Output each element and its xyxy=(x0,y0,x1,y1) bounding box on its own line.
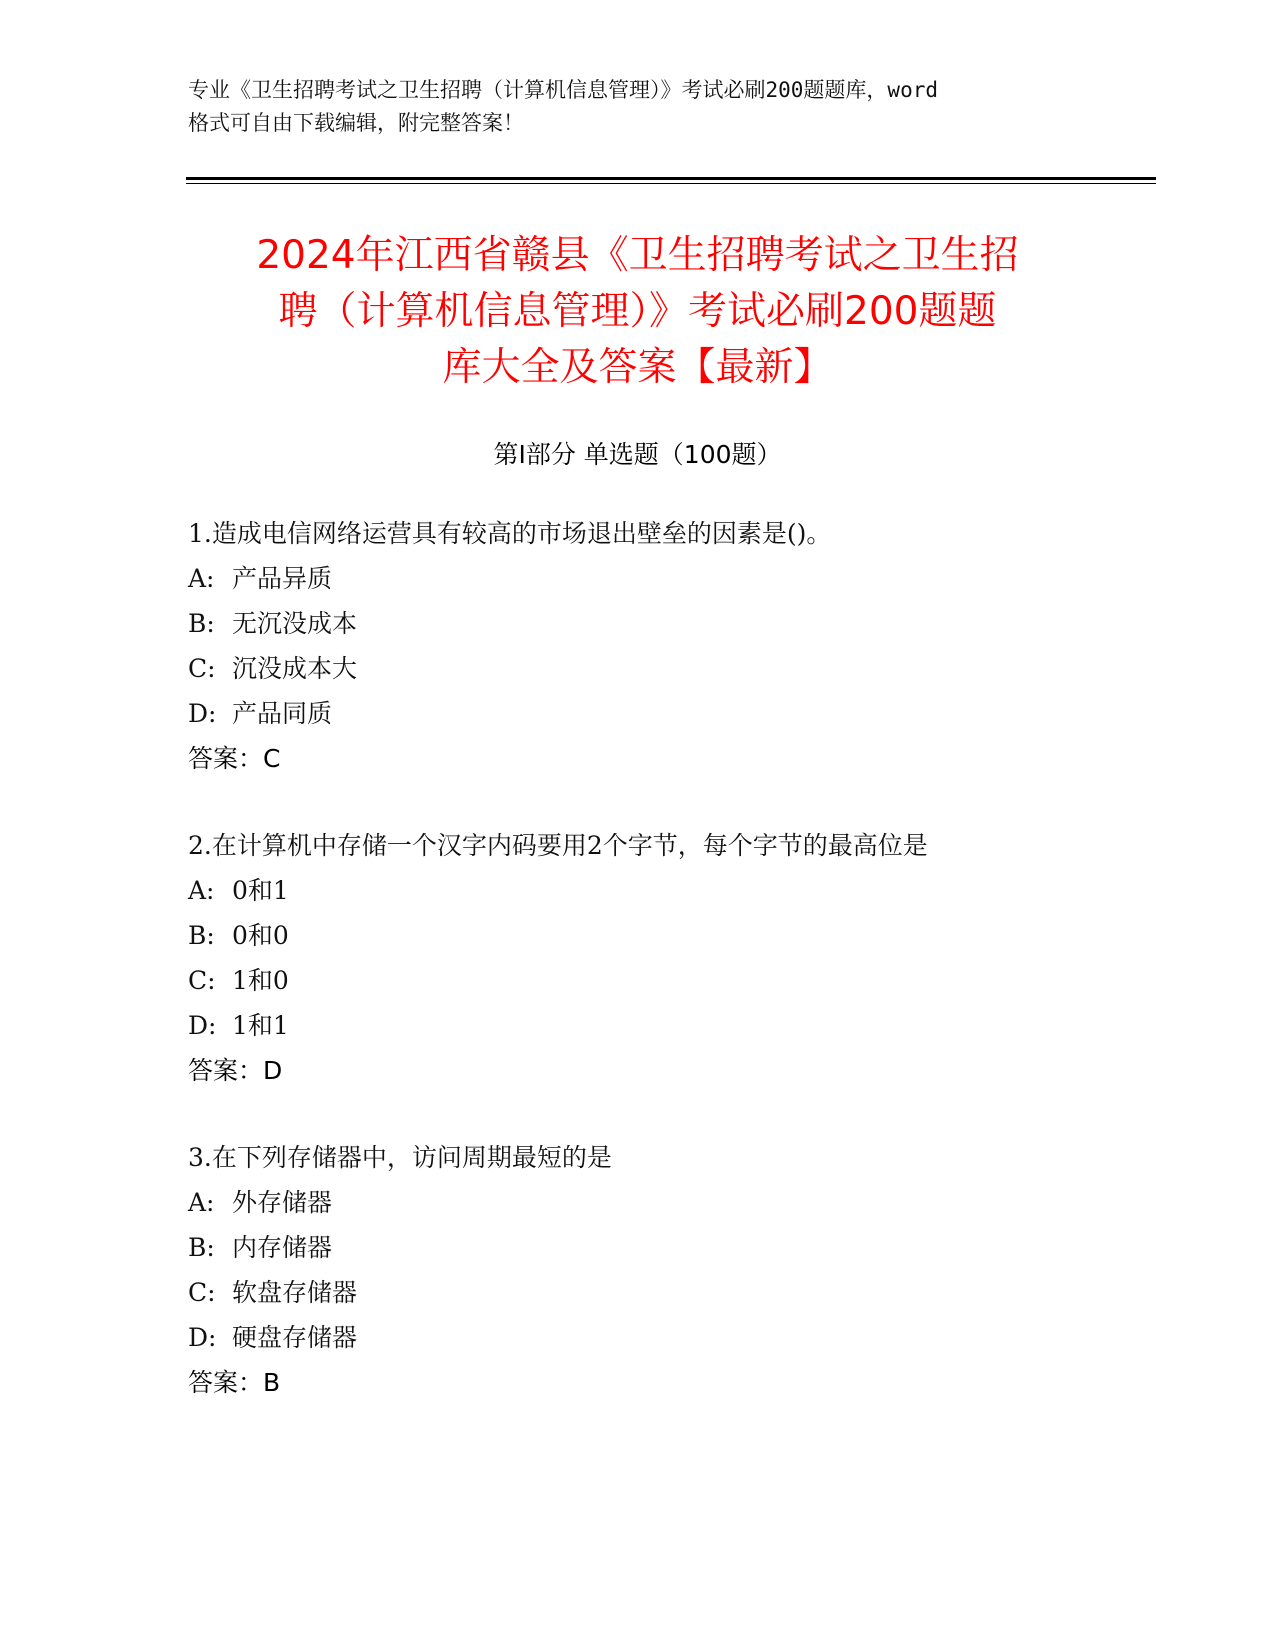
option-letter: D: xyxy=(188,1011,217,1040)
question-stem: 1.造成电信网络运营具有较高的市场退出壁垒的因素是()。 xyxy=(188,519,832,548)
question-stem: 2.在计算机中存储一个汉字内码要用2个字节，每个字节的最高位是 xyxy=(188,831,928,860)
option-text: 沉没成本大 xyxy=(232,654,358,683)
option-letter: D: xyxy=(188,699,217,728)
option-b xyxy=(188,1225,1188,1270)
option-letter: C: xyxy=(188,654,216,683)
option-text: 1和0 xyxy=(232,966,289,995)
option-b xyxy=(188,913,1188,958)
header-divider-thick xyxy=(186,177,1156,180)
option-text: 软盘存储器 xyxy=(232,1278,358,1307)
option-d xyxy=(188,1003,1188,1048)
option-letter: B: xyxy=(188,1233,215,1262)
section-heading: 第Ⅰ部分 单选题（100题） xyxy=(493,440,782,469)
option-letter: C: xyxy=(188,1278,216,1307)
question-2 xyxy=(188,823,1188,1093)
answer: 答案：C xyxy=(188,744,281,773)
option-a xyxy=(188,868,1188,913)
question-3 xyxy=(188,1135,1188,1405)
option-letter: B: xyxy=(188,609,215,638)
header-divider-thin xyxy=(186,183,1156,184)
answer: 答案：D xyxy=(188,1056,283,1085)
option-c xyxy=(188,1270,1188,1315)
header-note-line-1: 专业《卫生招聘考试之卫生招聘（计算机信息管理）》考试必刷200题题库，word xyxy=(188,78,938,102)
question-1 xyxy=(188,511,1188,781)
header-note xyxy=(188,74,1088,140)
option-text: 0和1 xyxy=(232,876,289,905)
option-text: 产品同质 xyxy=(232,699,333,728)
option-c xyxy=(188,958,1188,1003)
document-title-line-3: 库大全及答案【最新】 xyxy=(442,345,833,390)
option-text: 外存储器 xyxy=(232,1188,333,1217)
option-b xyxy=(188,601,1188,646)
option-d xyxy=(188,1315,1188,1360)
header-note-line-2: 格式可自由下载编辑，附完整答案！ xyxy=(188,111,524,135)
option-c xyxy=(188,646,1188,691)
document-title-line-1: 2024年江西省赣县《卫生招聘考试之卫生招 xyxy=(256,233,1019,278)
option-letter: A: xyxy=(188,564,215,593)
option-letter: C: xyxy=(188,966,216,995)
option-letter: B: xyxy=(188,921,215,950)
document-title-line-2: 聘（计算机信息管理）》考试必刷200题题 xyxy=(278,289,997,334)
option-text: 产品异质 xyxy=(232,564,333,593)
option-letter: D: xyxy=(188,1323,217,1352)
option-text: 内存储器 xyxy=(232,1233,333,1262)
answer: 答案：B xyxy=(188,1368,281,1397)
option-a xyxy=(188,556,1188,601)
option-text: 无沉没成本 xyxy=(232,609,358,638)
option-letter: A: xyxy=(188,876,215,905)
option-d xyxy=(188,691,1188,736)
option-text: 0和0 xyxy=(232,921,289,950)
option-text: 1和1 xyxy=(232,1011,289,1040)
document-title xyxy=(150,228,1125,396)
option-text: 硬盘存储器 xyxy=(232,1323,358,1352)
option-letter: A: xyxy=(188,1188,215,1217)
option-a xyxy=(188,1180,1188,1225)
question-stem: 3.在下列存储器中，访问周期最短的是 xyxy=(188,1143,612,1172)
